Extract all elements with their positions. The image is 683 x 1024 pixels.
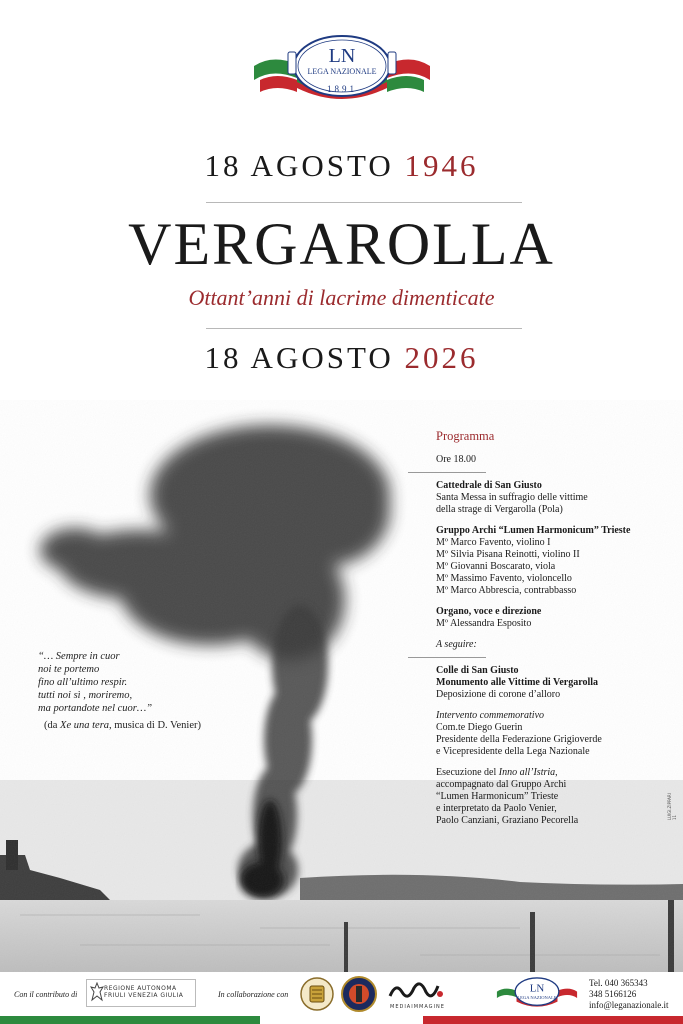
program-separator <box>408 472 486 473</box>
lega-nazionale-logo <box>252 34 432 104</box>
program-ensemble: Gruppo Archi “Lumen Harmonicum” Trieste Mº Marco Favento, violino I Mº Silvia Pisana Reinotti, violino II Mº Giovanni Boscarato, viola Mº Massimo Favento, violoncello Mº Marco Abbrescia, contrabbasso <box>436 525 631 596</box>
date-2026-year: 2026 <box>404 340 479 375</box>
contact-info <box>589 978 669 1011</box>
svg-text:LN: LN <box>328 45 356 67</box>
lega-nazionale-footer-logo <box>496 976 578 1010</box>
mediaimmagine-label: MEDIAIMMAGINE <box>390 1004 445 1010</box>
poster-title: VERGAROLLA <box>128 211 555 277</box>
commemorated-date <box>0 148 683 184</box>
quote-line: fino all’ultimo respir. <box>38 677 128 688</box>
program-follow: A seguire: <box>436 639 477 650</box>
designer-credit: LUIGI.ZIPPARI 11 <box>667 793 677 820</box>
contact-email[interactable]: info@leganazionale.it <box>589 1000 669 1010</box>
song-quote <box>38 650 238 732</box>
quote-line: noi te portemo <box>38 664 100 675</box>
svg-text:1891: 1891 <box>327 84 357 94</box>
region-name: REGIONE AUTONOMA FRIULI VENEZIA GIULIA <box>104 985 184 999</box>
program-time: Ore 18.00 <box>436 454 476 465</box>
program-anthem: Esecuzione del Inno all’Istria, accompagnato dal Gruppo Archi “Lumen Harmonicum” Trieste e interpretato da Paolo Venier, Paolo Canziani, Graziano Pecorella <box>436 767 579 826</box>
contrib-label: Con il contributo di <box>14 990 78 999</box>
poster-subtitle: Ottant’anni di lacrime dimenticate <box>188 285 495 310</box>
program-separator <box>408 657 486 658</box>
contact-mobile: 348 5166126 <box>589 989 637 999</box>
program-speech: Intervento commemorativo Com.te Diego Guerin Presidente della Federazione Grigioverde e Vicepresidente della Lega Nazionale <box>436 710 602 757</box>
svg-text:LEGA NAZIONALE: LEGA NAZIONALE <box>307 67 377 76</box>
program-monument: Colle di San Giusto Monumento alle Vittime di Vergarolla Deposizione di corone d’alloro <box>436 665 599 700</box>
quote-line: “… Sempre in cuor <box>38 651 120 662</box>
svg-text:LN: LN <box>529 982 545 995</box>
divider-bottom <box>206 328 522 329</box>
program-organ: Organo, voce e direzione Mº Alessandra Esposito <box>436 606 542 629</box>
flag-strip <box>0 1016 683 1024</box>
program-section <box>436 430 676 836</box>
quote-source: (da Xe una tera, musica di D. Venier) <box>44 720 201 731</box>
date-1946-year: 1946 <box>404 148 479 183</box>
date-1946-prefix: 18 AGOSTO <box>204 148 394 183</box>
quote-line: tutti noi sì , moriremo, <box>38 690 133 701</box>
quote-line: ma portandote nel cuor…” <box>38 703 153 714</box>
eagle-icon <box>90 982 104 1002</box>
program-heading: Programma <box>436 429 495 443</box>
date-2026-prefix: 18 AGOSTO <box>204 340 394 375</box>
partner-badge-icon <box>341 976 377 1012</box>
collab-label: In collaborazione con <box>218 990 289 999</box>
divider-top <box>206 202 522 203</box>
mediaimmagine-logo <box>388 980 448 1002</box>
svg-text:LEGA NAZIONALE: LEGA NAZIONALE <box>517 994 557 1000</box>
contact-phone: Tel. 040 365343 <box>589 978 648 988</box>
program-church: Cattedrale di San Giusto Santa Messa in suffragio delle vittime della strage di Vergarolla (Pola) <box>436 480 588 515</box>
partner-seal-icon <box>300 977 334 1011</box>
event-date <box>0 340 683 376</box>
